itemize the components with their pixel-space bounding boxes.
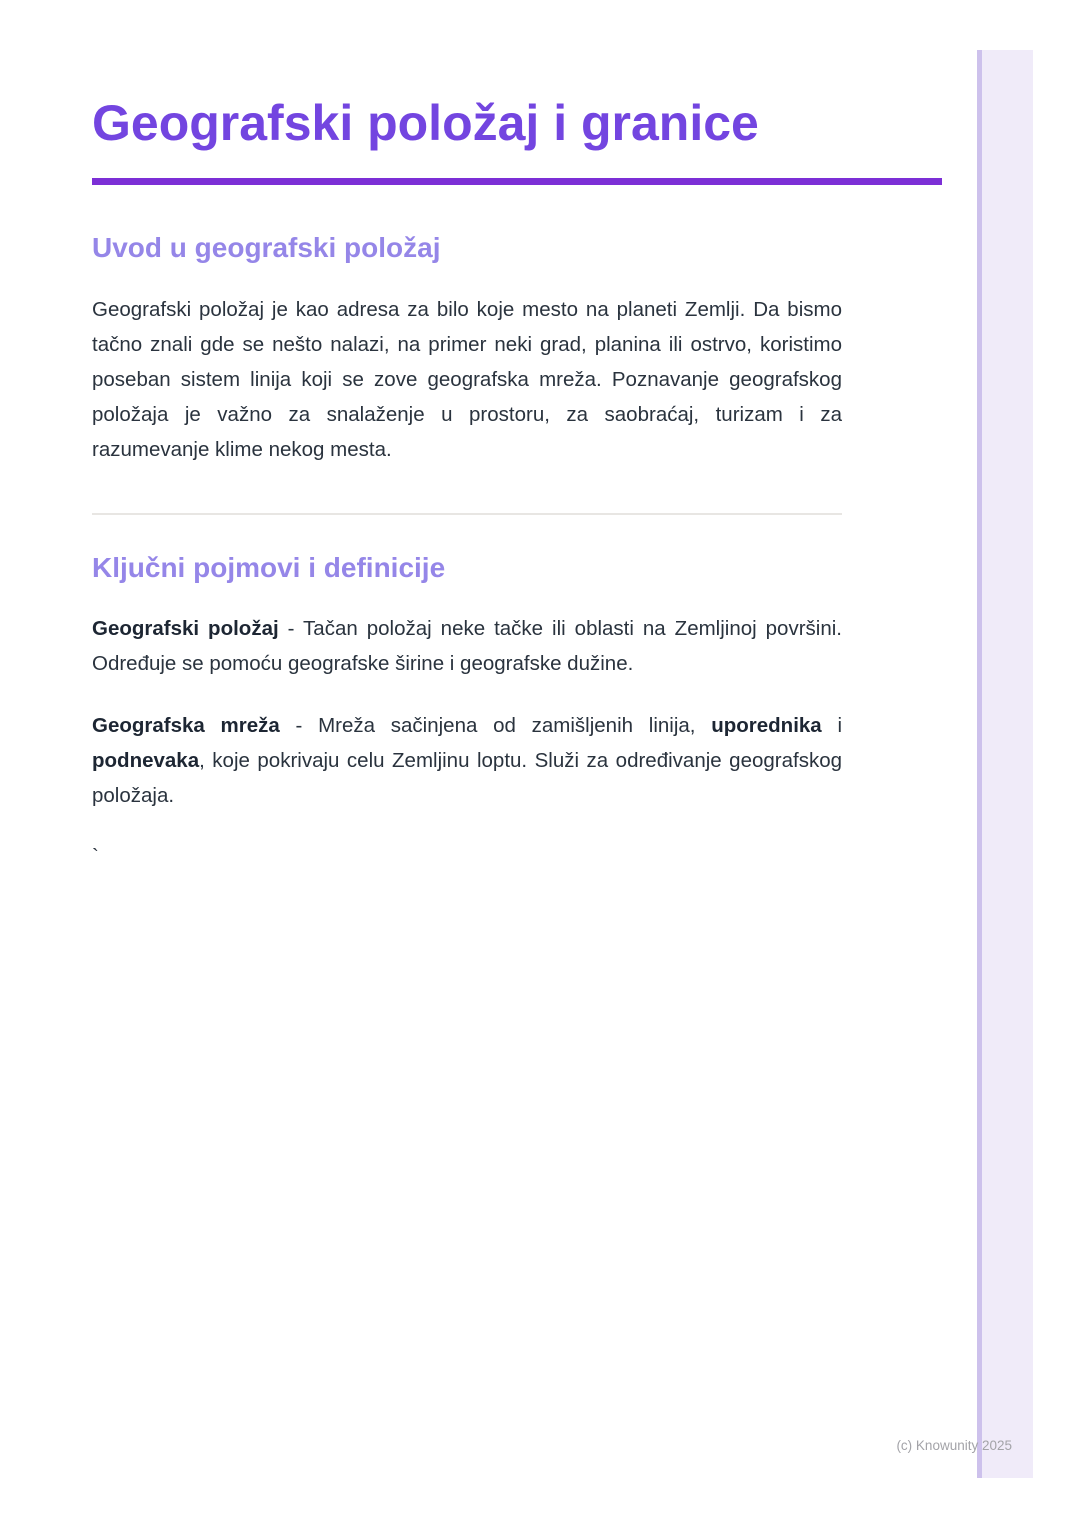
definition-paragraph-geografska-mreza <box>92 708 842 813</box>
section-divider <box>92 513 842 515</box>
intro-paragraph-text: Geografski položaj je kao adresa za bilo koje mesto na planeti Zemlji. Da bismo tačno znali gde se nešto nalazi, na primer neki grad, planina ili ostrvo, koristimo poseban sistem linija koji se zove geografska mreža. Poznavanje geografskog položaja je važno za snalaženje u prostoru, za saobraćaj, turizam i za razumevanje klime nekog mesta. <box>92 297 842 461</box>
definition-geografska-mreza-text-1: - Mreža sačinjena od zamišljenih linija, <box>279 714 712 738</box>
term-geografska-mreza: Geografska mreža <box>92 714 280 738</box>
footer-copyright: (c) Knowunity 2025 <box>896 1438 1012 1453</box>
section-heading-pojmovi: Ključni pojmovi i definicije <box>92 551 446 583</box>
section-heading-uvod: Uvod u geografski položaj <box>92 232 441 263</box>
title-underline-rule <box>92 178 942 185</box>
definition-paragraph-geografski-polozaj <box>92 611 842 681</box>
page-side-stripe <box>977 50 1033 1478</box>
term-geografski-polozaj: Geografski položaj <box>92 617 279 641</box>
document-content <box>0 0 842 869</box>
definition-geografski-polozaj-text: - Tačan položaj neke tačke ili oblasti na Zemljinoj površini. Određuje se pomoću geografske širine i geografske dužine. <box>92 617 842 676</box>
stray-backtick-character: ` <box>92 845 99 869</box>
definition-geografska-mreza-text-3: , koje pokrivaju celu Zemljinu loptu. Služi za određivanje geografskog položaja. <box>92 749 842 808</box>
term-podnevaka: podnevaka <box>92 749 200 773</box>
term-uporednika: uporednika <box>711 714 822 738</box>
intro-paragraph <box>92 292 842 467</box>
definition-geografska-mreza-text-2: i <box>821 714 843 738</box>
page-title: Geografski položaj i granice <box>92 95 759 151</box>
